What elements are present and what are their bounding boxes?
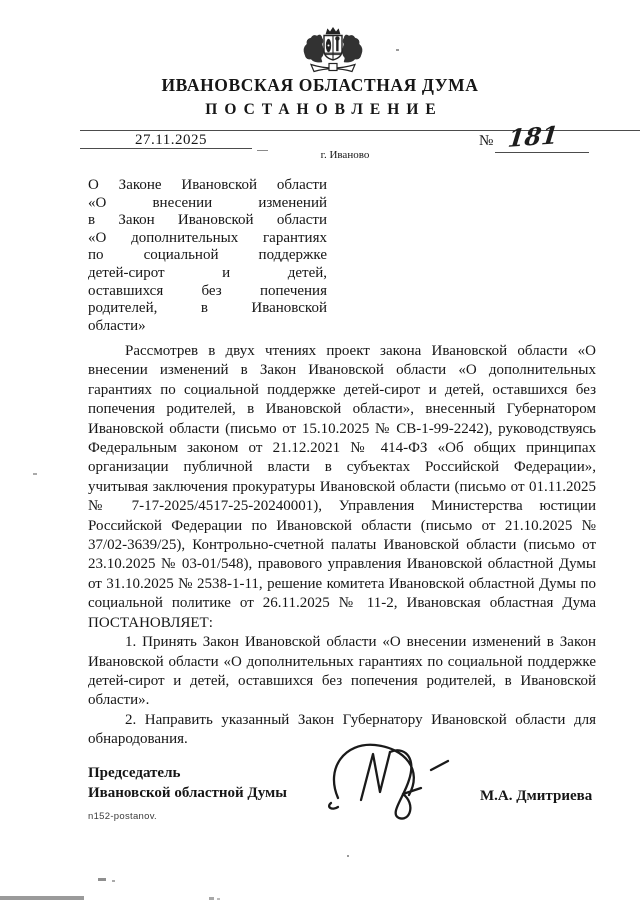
scan-artifact <box>98 878 106 881</box>
document-type-title: ПОСТАНОВЛЕНИЕ <box>205 101 443 118</box>
document-date: 27.11.2025 <box>135 132 207 148</box>
subject-line: области» <box>88 317 146 334</box>
document-body <box>88 342 596 750</box>
signatory-position <box>88 764 287 803</box>
subject-line: детей-сирот и детей, <box>88 264 327 281</box>
scan-artifact <box>33 473 37 475</box>
organization-name: ИВАНОВСКАЯ ОБЛАСТНАЯ ДУМА <box>161 75 479 95</box>
file-reference-note: n152-postanov. <box>88 811 157 822</box>
signatory-position-line2: Ивановской областной Думы <box>88 784 287 801</box>
body-paragraph-preamble: Рассмотрев в двух чтениях проект закона Ивановской области «О внесении изменений в Закон Ивановской области «О дополнительных гарантиях по социальной поддержке детей-сирот и детей, оставшихся без попечения родителей, в Ивановской области», внесенный Губернатором Ивановской области (письмо от 15.10.2025 № СВ-1-99-2242), руководствуясь Федеральным законом от 21.12.2021 № 414-ФЗ «Об общих принципах организации публичной власти в субъектах Российской Федерации», учитывая заключения прокуратуры Ивановской области (письмо от 01.11.2025 № 7-17-2025/4517-25-20240001), Управления Министерства юстиции Российской Федерации по Ивановской области (письмо от 21.10.2025 № 37/02-3639/25), Контрольно-счетной палаты Ивановской области (письмо от 23.10.2025 № 03-01/548), правового управления Ивановской областной Думы от 31.10.2025 № 2538-1-11, решение комитета Ивановской областной Думы по социальной политике от 26.11.2025 № 11-2, Ивановская областная Дума ПОСТАНОВЛЯЕТ: <box>88 343 596 631</box>
coat-of-arms-icon <box>296 26 370 76</box>
scan-artifact <box>209 897 214 900</box>
document-number-handwritten: 181 <box>506 120 560 153</box>
document-city: г. Иваново <box>320 149 370 161</box>
subject-line: в Закон Ивановской области <box>88 212 327 229</box>
signature-scribble <box>323 740 468 840</box>
signatory-name: М.А. Дмитриева <box>480 788 593 804</box>
scan-artifact <box>112 880 115 882</box>
scan-artifact <box>217 898 220 900</box>
subject-line: родителей, в Ивановской <box>88 300 327 317</box>
document-subject <box>88 177 327 335</box>
scan-artifact <box>396 49 399 51</box>
subject-line: О Законе Ивановской области <box>88 177 327 193</box>
number-sign: № <box>479 133 494 149</box>
subject-line: «О внесении изменений <box>88 194 327 211</box>
resolution-item-1: 1. Принять Закон Ивановской области «О внесении изменений в Закон Ивановской области «О дополнительных гарантиях по социальной поддержке детей-сирот и детей, оставшихся без попечения родителей, в Ивановской области». <box>88 634 596 709</box>
scan-artifact <box>347 855 349 857</box>
resolution-item-2: 2. Направить указанный Закон Губернатору Ивановской области для обнародования. <box>88 711 596 748</box>
subject-line: по социальной поддержке <box>88 247 327 264</box>
subject-line: «О дополнительных гарантиях <box>88 229 327 246</box>
scan-artifact <box>0 896 84 900</box>
subject-line: оставшихся без попечения <box>88 282 327 299</box>
signatory-position-line1: Председатель <box>88 765 181 781</box>
